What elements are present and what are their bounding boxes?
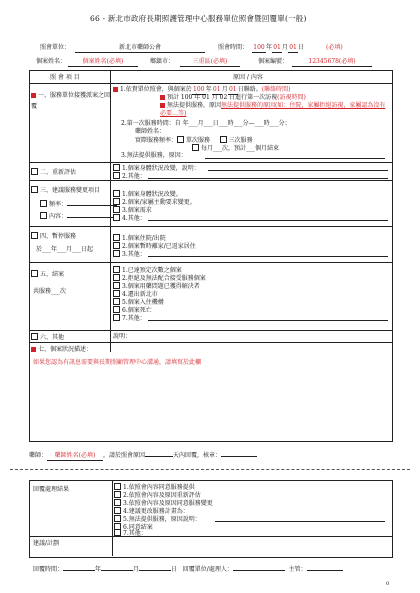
date-year: 100 [253, 44, 265, 51]
item-1-cont: 覆 [31, 103, 38, 110]
item-6[interactable]: 六、其他 [31, 333, 64, 342]
reply-table [29, 480, 393, 558]
date-month-unit: 月 [282, 44, 289, 51]
r4-line1[interactable]: 1.個案住院/出院 [113, 234, 166, 243]
item-3-content[interactable]: 內容： [40, 212, 117, 221]
reply-item-6[interactable]: 6.同意結案 [114, 523, 153, 532]
r3-line1[interactable]: 1.個案身體狀況改變。 [113, 190, 182, 199]
page-number: 0 [386, 581, 390, 587]
item-3[interactable]: 三、建議服務變更項目 [31, 186, 100, 195]
id-value[interactable]: 12345678(必填) [292, 58, 372, 67]
date-day: 01 [289, 44, 297, 51]
reply-footer[interactable]: 回覆時間： 年 月 日 回覆單位/處理人： 主管： [33, 566, 343, 574]
date-month: 01 [273, 44, 281, 51]
area-value[interactable]: 三重區(必填) [180, 58, 240, 67]
r6-line1[interactable]: 說明： [113, 333, 132, 340]
r5-line3[interactable]: 3.個案用藥問題已獲得解決者 [113, 282, 200, 291]
r1-line1[interactable]: 1.依貴單位照會，與個案於100年01月01日聯絡。(聯絡時間) [113, 86, 290, 95]
reply-result-label: 回覆處理結果 [33, 486, 70, 493]
note-text: 如果您認為有訊息需要與長期照顧管理中心溝通，請填寫於此欄 [33, 359, 202, 366]
unit-label: 照會單位： [40, 44, 71, 51]
r5-line1[interactable]: 1.已達預定次數之個案 [113, 266, 182, 275]
col-reason-header: 原因 / 內容 [233, 74, 263, 81]
r1-line2[interactable]: 預計 100 年 01 月 02 日進行第一次訪視(訪視時間) [160, 94, 306, 102]
r1-monthly[interactable]: 每月___次，預計___個月結束 [192, 144, 279, 153]
item-2[interactable]: 二、重新評估 [31, 168, 76, 177]
r1-frequency[interactable]: 實際服務頻率： 單次服務 三次服務 [135, 137, 253, 144]
case-value[interactable]: 個案姓名(必填) [68, 58, 138, 67]
page-title: 66 - 新北市政府長期照護管理中心服務單位照會暨回覆單(一般) [90, 14, 307, 23]
date-fields[interactable] [252, 44, 304, 53]
col-item-header: 照 會 項 目 [50, 74, 80, 81]
item-3-frequency[interactable]: 頻率： [40, 200, 117, 209]
reply-item-1[interactable]: 1.依照會內容同意服務提供 [114, 483, 195, 492]
r1-line4[interactable]: 2.第一次服務時間：自 年___月___日___時___分—___時___分； [121, 120, 291, 127]
r1-pharmacist[interactable]: 藥師姓名： [135, 128, 166, 135]
plan-label: 建議/計劃 [33, 540, 60, 547]
r5-line7[interactable]: 7.其他： [113, 314, 146, 323]
item-1[interactable]: 一、服務單位接獲派案之回 [31, 92, 110, 100]
reply-item-7[interactable]: 7.其他： [114, 529, 147, 538]
id-label: 個案編號： [258, 58, 289, 65]
pharmacist-line[interactable]: 藥師： 藥師姓名(必填) ，請於照會原因 天內回覆，核章： [29, 452, 257, 461]
item-4[interactable]: 四、暫停服務 [31, 232, 76, 241]
reply-item-2[interactable]: 2.依照會內容及原因重新評估 [114, 491, 201, 500]
r2-line1[interactable]: 1.個案身體狀況改變，說明： [113, 164, 200, 173]
date-required: (必填) [326, 44, 343, 51]
r2-line2[interactable]: 2.其他： [113, 172, 146, 181]
r5-line6[interactable]: 6.個案死亡 [113, 306, 152, 315]
case-label: 個案姓名： [36, 58, 67, 65]
r3-line3[interactable]: 3.個案需求 [113, 206, 152, 215]
item-7[interactable]: 七、個案狀況描述： [31, 346, 92, 354]
item-5[interactable]: 五、結案 [31, 270, 64, 279]
r5-line2[interactable]: 2.拒絕及無法配合接受服務個案 [113, 274, 206, 283]
r4-line3[interactable]: 3.其他： [113, 250, 146, 259]
r5-line5[interactable]: 5.個案入住機構 [113, 298, 164, 307]
reply-item-5[interactable]: 5.無法提供服務，原因說明： [114, 515, 201, 524]
r4-line2[interactable]: 2.個案暫時離家/已返家居住 [113, 242, 196, 251]
r5-line4[interactable]: 4.遷出新北市 [113, 290, 158, 299]
r3-line2[interactable]: 2.個案/家屬主動要求變更。 [113, 198, 196, 207]
r1-line3[interactable]: 無法提供服務，原因無法提供服務的原因(如：住院，家屬拒絕訪視，家屬認為沒有必要…等) [160, 102, 386, 117]
date-day-unit: 日 [298, 44, 305, 51]
r1-line8[interactable]: 3.無法提供服務，原因： [121, 152, 187, 159]
item-4-date[interactable]: 於___年___月___日起 [36, 246, 94, 253]
reply-item-4[interactable]: 4.建議更改服務計畫為： [114, 507, 189, 516]
unit-value[interactable]: 新北市藥師公會 [75, 44, 205, 53]
cut-line [10, 469, 410, 470]
date-year-unit: 年 [266, 44, 273, 51]
reply-item-3[interactable]: 3.依照會內容及原因同意服務變更 [114, 499, 213, 508]
item-5-count[interactable]: 共服務___次 [33, 288, 67, 295]
area-label: 鄉鎮市： [150, 58, 175, 65]
r3-line4[interactable]: 4.其他： [113, 214, 146, 223]
date-label: 照會時間： [218, 44, 249, 51]
